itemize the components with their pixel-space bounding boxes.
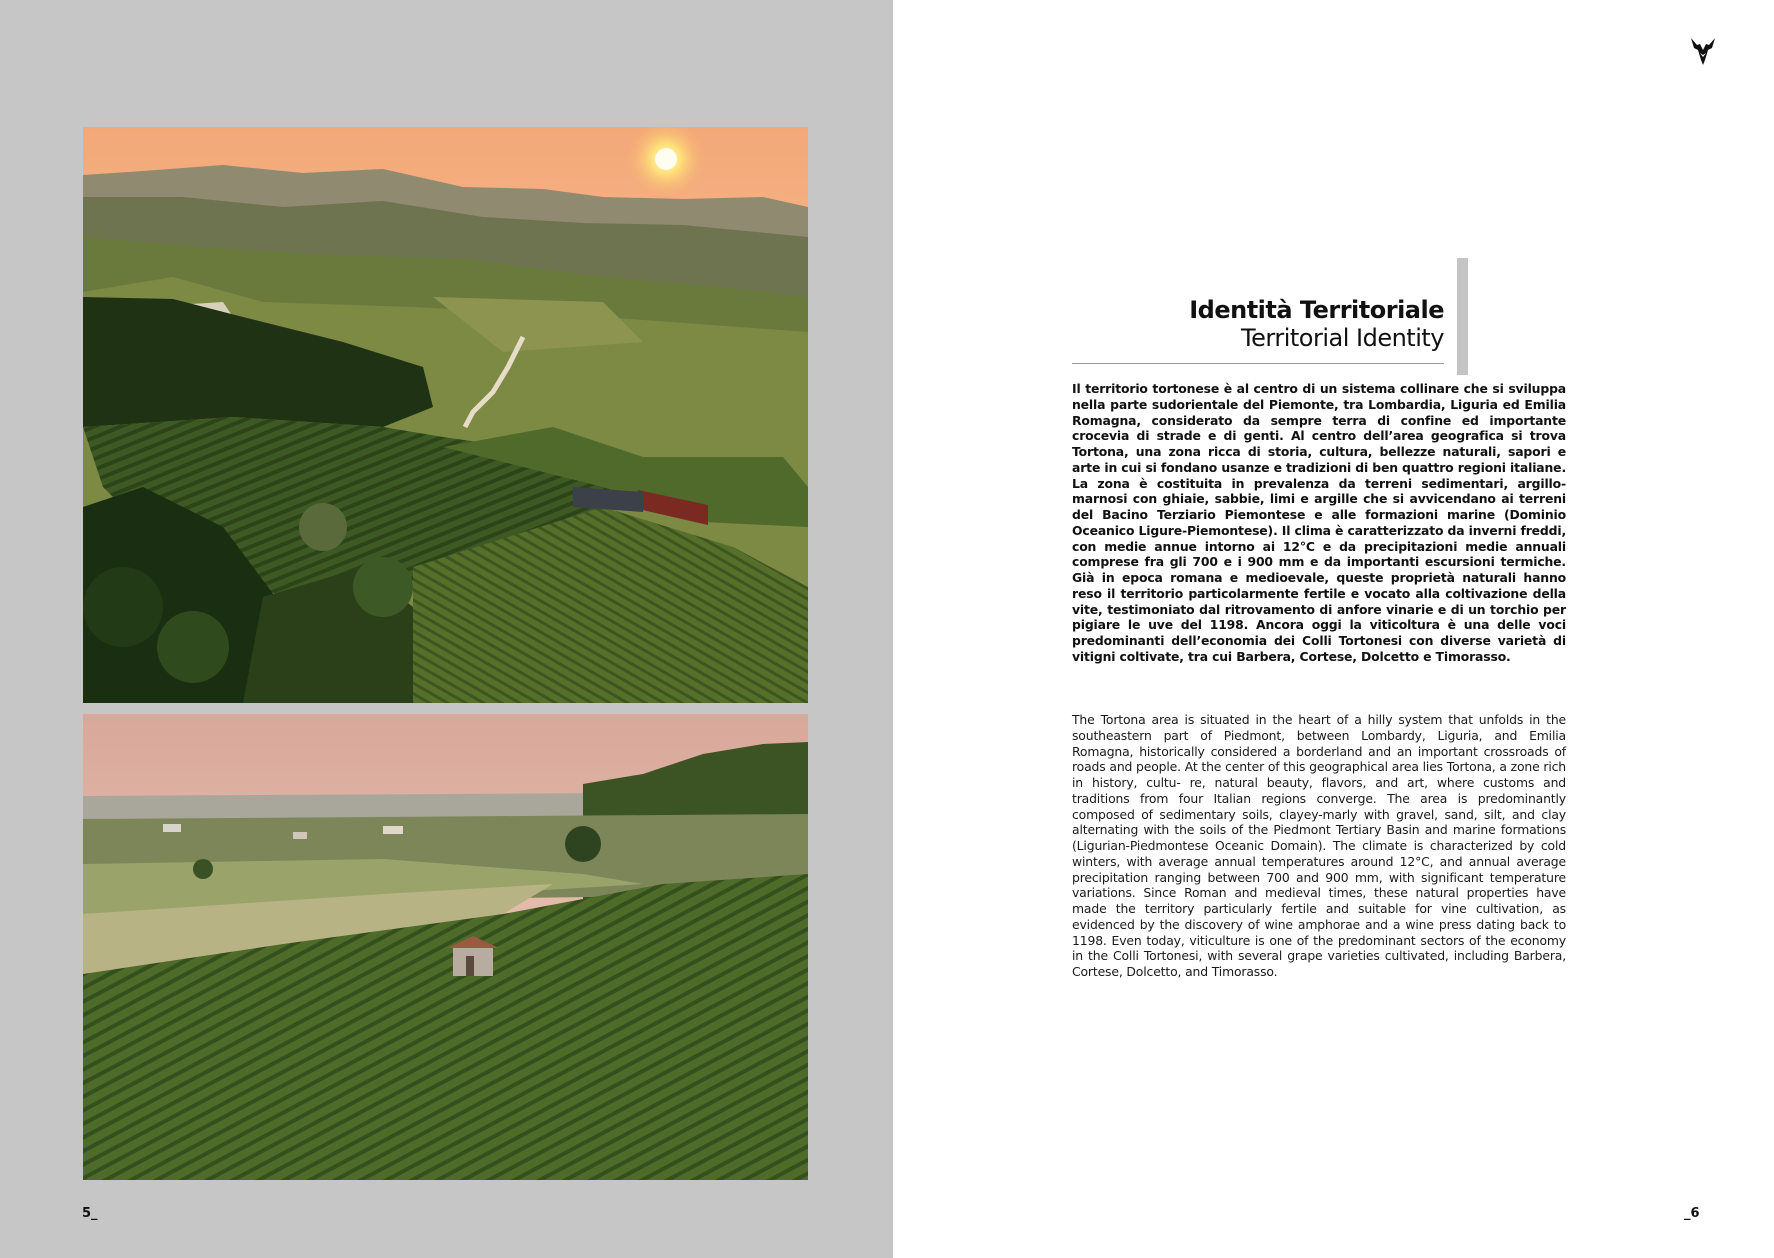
title-accent-bar [1457,258,1468,375]
body-text-italian: Il territorio tortonese è al centro di un sistema collinare che si sviluppa nella parte sudorientale del Piemonte, tra Lombardia, Liguria ed Emilia Romagna, considerato da sempre terra di confine ed importante crocevia di strade e di genti. Al centro dell’area geografica si trova Tortona, una zona ricca di storia, cultura, bellezze naturali, sapori e arte in cui si fondano usanze e tradizioni di ben quattro regioni italiane. La zona è costituita in prevalenza da terreni sedimentari, argillo-marnosi con ghiaie, sabbie, limi e argille che si avvicendano ai terreni del Bacino Terziario Piemontese e alle formazioni marine (Dominio Oceanico Ligure-Piemontese). Il clima è caratterizzato da inverni freddi, con medie annue intorno ai 12°C e da precipitazioni medie annuali comprese fra gli 700 e i 900 mm e da importanti escursioni termiche. Già in epoca romana e medioevale, queste proprietà naturali hanno reso il territorio particolarmente fertile e vocato alla coltivazione della vite, testimoniato dal ritrovamento di anfore vinarie e di un torchio per pigiare le uve del 1198. Ancora oggi la viticoltura è una delle voci predominanti dell’economia dei Colli Tortonesi con diverse varietà di vitigni coltivate, tra cui Barbera, Cortese, Dolcetto e Timorasso. [1072,381,1567,664]
page-number-right: _6 [1684,1206,1700,1221]
title-block [1060,296,1444,352]
body-text-english: The Tortona area is situated in the heart of a hilly system that unfolds in the southeastern part of Piedmont, between Lombardy, Liguria, and Emilia Romagna, historically considered a borderland and an important crossroads of roads and people. At the center of this geographical area lies Tortona, a zone rich in history, cultu- re, natural beauty, flavors, and art, where customs and traditions from four Italian regions converge. The area is predominantly composed of sedimentary soils, clayey-marly with gravel, sand, silt, and clay alternating with the soils of the Piedmont Tertiary Basin and marine formations (Ligurian-Piedmontese Oceanic Domain). The climate is characterized by cold winters, with average annual temperatures around 12°C, and annual average precipitation ranging between 700 and 900 mm, with significant temperature variations. Since Roman and medieval times, these natural properties have made the territory particularly fertile and suitable for vine cultivation, as evidenced by the discovery of wine amphorae and a wine press dating back to 1198. Even today, viticulture is one of the predominant sectors of the economy in the Colli Tortonesi, with several grape varieties cultivated, including Barbera, Cortese, Dolcetto, and Timorasso. [1072,712,1566,979]
vineyard-sunset-photo [83,127,808,703]
title-italian: Identità Territoriale [1189,296,1444,324]
vineyard-hut-photo [83,714,808,1180]
deer-logo-icon [1690,36,1716,66]
title-english: Territorial Identity [1241,324,1444,352]
page-number-left: 5_ [82,1206,98,1221]
title-divider [1072,363,1444,364]
